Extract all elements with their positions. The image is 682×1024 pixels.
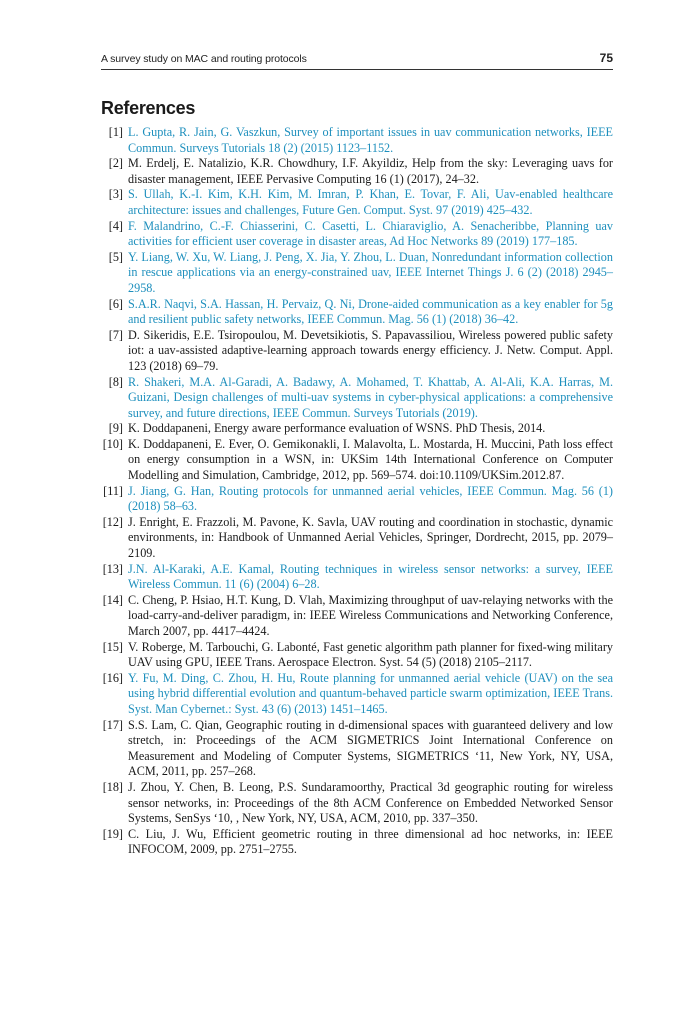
reference-item	[101, 156, 613, 187]
reference-number: [2]	[108, 156, 123, 171]
reference-item[interactable]	[101, 562, 613, 593]
reference-number: [12]	[102, 514, 123, 529]
reference-item	[101, 640, 613, 671]
running-header	[101, 53, 613, 70]
reference-text: C. Liu, J. Wu, Efficient geometric routing in three dimensional ad hoc networks, in: IEEE INFOCOM, 2009, pp. 2751–2755.	[128, 826, 613, 857]
reference-number: [8]	[108, 374, 123, 389]
reference-item[interactable]	[101, 250, 613, 297]
reference-item[interactable]	[101, 375, 613, 422]
reference-text: M. Erdelj, E. Natalizio, K.R. Chowdhury, I.F. Akyildiz, Help from the sky: Leveraging uavs for disaster management, IEEE Pervasive Computing 16 (1) (2017), 24–32.	[128, 156, 613, 186]
reference-text: K. Doddapaneni, Energy aware performance evaluation of WSNS. PhD Thesis, 2014.	[128, 421, 546, 436]
reference-list	[101, 125, 613, 858]
reference-number: [3]	[108, 187, 123, 202]
reference-number: [5]	[108, 249, 123, 264]
reference-item[interactable]	[101, 297, 613, 328]
reference-number: [10]	[102, 436, 123, 451]
reference-text: J. Enright, E. Frazzoli, M. Pavone, K. Savla, UAV routing and coordination in stochastic, dynamic environments, in: Handbook of Unmanned Aerial Vehicles, Springer, Dordrecht, 2015, pp. 2079–2109.	[128, 514, 613, 561]
reference-link[interactable]: R. Shakeri, M.A. Al-Garadi, A. Badawy, A. Mohamed, T. Khattab, A. Al-Ali, K.A. Harras, M. Guizani, Design challenges of multi-uav systems in cyber-physical applications: a comprehensive survey, and future directions, IEEE Commun. Surveys Tutorials (2019).	[128, 374, 613, 420]
reference-number: [15]	[102, 639, 123, 654]
reference-number: [18]	[102, 779, 123, 794]
reference-number: [7]	[108, 327, 123, 342]
reference-link[interactable]: J.N. Al-Karaki, A.E. Kamal, Routing techniques in wireless sensor networks: a survey, IEEE Wireless Commun. 11 (6) (2004) 6–28.	[128, 561, 613, 592]
reference-item	[101, 827, 613, 858]
reference-text: D. Sikeridis, E.E. Tsiropoulou, M. Devetsikiotis, S. Papavassiliou, Wireless powered public safety iot: a uav-assisted adaptive-learning approach towards energy efficiency. J. Netw. Comput. Appl. 123 (2018) 69–79.	[128, 327, 613, 373]
section-title: References	[101, 98, 196, 118]
reference-item[interactable]	[101, 671, 613, 718]
reference-link[interactable]: L. Gupta, R. Jain, G. Vaszkun, Survey of important issues in uav communication networks, IEEE Commun. Surveys Tutorials 18 (2) (2015) 1123–1152.	[128, 125, 613, 155]
reference-item	[101, 718, 613, 780]
reference-item[interactable]	[101, 125, 613, 156]
reference-number: [11]	[103, 483, 123, 498]
reference-number: [19]	[102, 826, 123, 841]
reference-item	[101, 515, 613, 562]
reference-link[interactable]: Y. Fu, M. Ding, C. Zhou, H. Hu, Route planning for unmanned aerial vehicle (UAV) on the sea using hybrid differential evolution and quantum-behaved particle swarm optimization, IEEE Trans. Syst. Man Cybernet.: Syst. 43 (6) (2013) 1451–1465.	[128, 670, 613, 716]
reference-item[interactable]	[101, 219, 613, 250]
reference-number: [9]	[108, 421, 123, 436]
reference-link[interactable]: S. Ullah, K.-I. Kim, K.H. Kim, M. Imran, P. Khan, E. Tovar, F. Ali, Uav-enabled healthcare architecture: issues and challenges, Future Gen. Comput. Syst. 97 (2019) 425–432.	[128, 187, 613, 217]
page-number: 75	[599, 51, 613, 65]
reference-item	[101, 593, 613, 640]
reference-number: [1]	[108, 125, 123, 139]
reference-item	[101, 328, 613, 375]
reference-item[interactable]	[101, 187, 613, 218]
reference-number: [6]	[108, 296, 123, 311]
reference-link[interactable]: S.A.R. Naqvi, S.A. Hassan, H. Pervaiz, Q. Ni, Drone-aided communication as a key enabler for 5g and resilient public safety networks, IEEE Commun. Mag. 56 (1) (2018) 36–42.	[128, 296, 613, 327]
reference-text: J. Zhou, Y. Chen, B. Leong, P.S. Sundaramoorthy, Practical 3d geographic routing for wireless sensor networks, in: Proceedings of the 8th ACM Conference on Embedded Networked Sensor Systems, SenSys ‘10, , New York, NY, USA, ACM, 2010, pp. 337–350.	[128, 779, 613, 826]
reference-number: [17]	[102, 717, 123, 732]
reference-number: [13]	[102, 561, 123, 576]
reference-link[interactable]: J. Jiang, G. Han, Routing protocols for unmanned aerial vehicles, IEEE Commun. Mag. 56 (1) (2018) 58–63.	[128, 483, 613, 514]
reference-number: [16]	[102, 670, 123, 685]
reference-text: K. Doddapaneni, E. Ever, O. Gemikonakli, I. Malavolta, L. Mostarda, H. Muccini, Path loss effect on energy consumption in a WSN, in: UKSim 14th International Conference on Computer Modelling and Simulation, Cambridge, 2012, pp. 569–574. doi:10.1109/UKSim.2012.87.	[128, 436, 613, 483]
reference-text: C. Cheng, P. Hsiao, H.T. Kung, D. Vlah, Maximizing throughput of uav-relaying networks with the load-carry-and-deliver paradigm, in: IEEE Wireless Communications and Networking Conference, March 2007, pp. 4417–4424.	[128, 592, 613, 638]
reference-item	[101, 780, 613, 827]
reference-number: [14]	[102, 592, 123, 607]
reference-item	[101, 437, 613, 484]
reference-text: S.S. Lam, C. Qian, Geographic routing in d-dimensional spaces with guaranteed delivery and low stretch, in: Proceedings of the ACM SIGMETRICS Joint International Conference on Measurement and Modeling of Computer Systems, SIGMETRICS ‘11, New York, NY, USA, ACM, 2011, pp. 257–268.	[128, 717, 613, 779]
reference-text: V. Roberge, M. Tarbouchi, G. Labonté, Fast genetic algorithm path planner for fixed-wing military UAV using GPU, IEEE Trans. Aerospace Electron. Syst. 54 (5) (2018) 2105–2117.	[128, 639, 613, 670]
reference-item	[101, 421, 613, 437]
reference-link[interactable]: Y. Liang, W. Xu, W. Liang, J. Peng, X. Jia, Y. Zhou, L. Duan, Nonredundant information collection in rescue applications via an energy-constrained uav, IEEE Internet Things J. 6 (2) (2018) 2945–2958.	[128, 249, 613, 295]
reference-item[interactable]	[101, 484, 613, 515]
reference-link[interactable]: F. Malandrino, C.-F. Chiasserini, C. Casetti, L. Chiaraviglio, A. Senacheribbe, Planning uav activities for efficient user coverage in disaster areas, Ad Hoc Networks 89 (2019) 177–185.	[128, 218, 613, 249]
running-title: A survey study on MAC and routing protocols	[101, 53, 307, 65]
reference-number: [4]	[108, 218, 123, 233]
